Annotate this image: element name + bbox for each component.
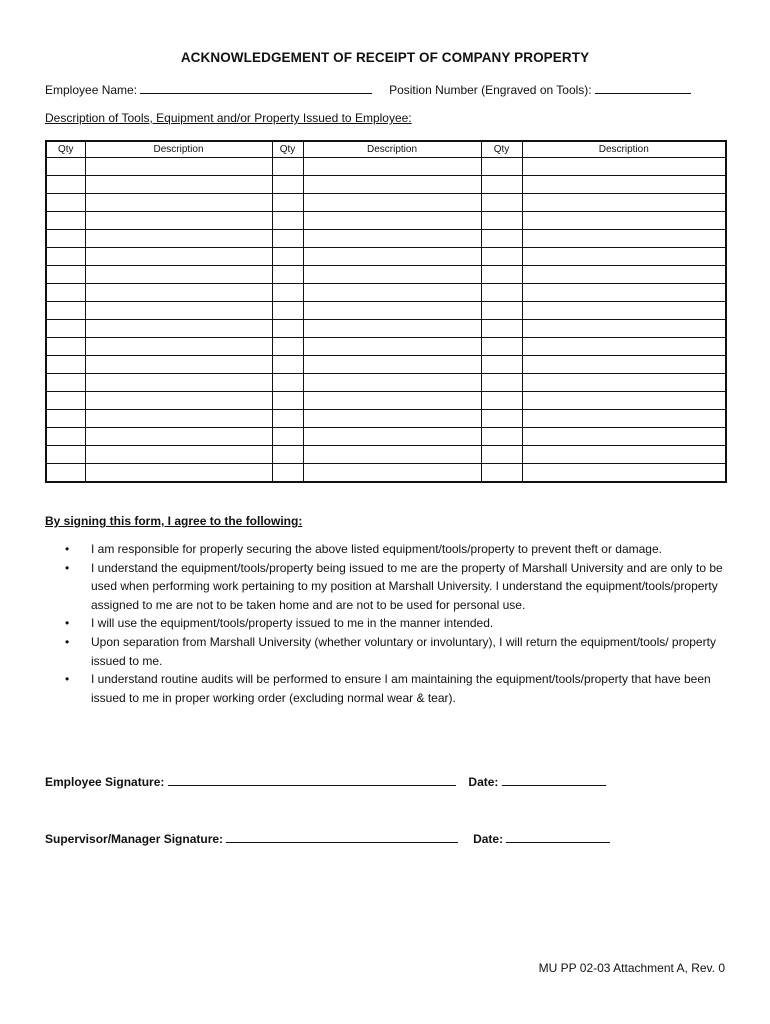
list-item [45, 614, 727, 633]
employee-signature-row [45, 774, 606, 789]
qty-cell[interactable] [481, 266, 522, 284]
description-cell[interactable] [303, 410, 481, 428]
supervisor-signature-row [45, 831, 610, 846]
description-cell[interactable] [303, 356, 481, 374]
position-number-field[interactable] [595, 82, 691, 94]
qty-cell[interactable] [46, 410, 85, 428]
column-header-description: Description [303, 141, 481, 158]
description-cell[interactable] [303, 266, 481, 284]
table-row [46, 320, 726, 338]
list-item [45, 633, 727, 670]
description-cell[interactable] [522, 464, 726, 483]
description-cell[interactable] [85, 158, 272, 176]
table-row [46, 464, 726, 483]
description-cell[interactable] [85, 320, 272, 338]
employee-date-field[interactable] [502, 774, 606, 786]
description-cell[interactable] [522, 320, 726, 338]
description-cell[interactable] [303, 374, 481, 392]
qty-cell[interactable] [46, 320, 85, 338]
employee-name-row [45, 82, 691, 97]
table-row [46, 392, 726, 410]
property-table [45, 140, 727, 483]
description-cell[interactable] [303, 464, 481, 483]
description-cell[interactable] [522, 194, 726, 212]
table-row [46, 302, 726, 320]
employee-name-label: Employee Name: [45, 83, 138, 97]
qty-cell[interactable] [272, 392, 303, 410]
qty-cell[interactable] [272, 302, 303, 320]
employee-name-field[interactable] [140, 82, 372, 94]
list-item [45, 559, 727, 615]
description-cell[interactable] [522, 230, 726, 248]
qty-cell[interactable] [46, 284, 85, 302]
description-cell[interactable] [522, 212, 726, 230]
description-cell[interactable] [522, 410, 726, 428]
qty-cell[interactable] [46, 212, 85, 230]
qty-cell[interactable] [481, 212, 522, 230]
description-cell[interactable] [303, 446, 481, 464]
table-row [46, 248, 726, 266]
description-cell[interactable] [522, 158, 726, 176]
description-cell[interactable] [85, 374, 272, 392]
qty-cell[interactable] [272, 230, 303, 248]
bullet-icon: • [65, 542, 70, 556]
qty-cell[interactable] [481, 320, 522, 338]
list-item [45, 670, 727, 707]
bullet-icon: • [65, 634, 70, 649]
qty-cell[interactable] [481, 428, 522, 446]
column-header-description: Description [522, 141, 726, 158]
column-header-qty: Qty [481, 141, 522, 158]
qty-cell[interactable] [272, 320, 303, 338]
bullet-icon: • [65, 616, 70, 631]
qty-cell[interactable] [481, 464, 522, 483]
table-row [46, 410, 726, 428]
term-text: I will use the equipment/tools/property issued to me in the manner intended. [91, 616, 494, 631]
qty-cell[interactable] [46, 464, 85, 483]
table-row [46, 212, 726, 230]
table-row [46, 176, 726, 194]
description-cell[interactable] [85, 284, 272, 302]
description-cell[interactable] [85, 248, 272, 266]
qty-cell[interactable] [481, 410, 522, 428]
qty-cell[interactable] [46, 374, 85, 392]
description-cell[interactable] [522, 176, 726, 194]
qty-cell[interactable] [272, 158, 303, 176]
description-cell[interactable] [303, 176, 481, 194]
bullet-icon: • [65, 560, 70, 575]
description-cell[interactable] [522, 284, 726, 302]
table-row [46, 446, 726, 464]
description-cell[interactable] [85, 230, 272, 248]
qty-cell[interactable] [272, 248, 303, 266]
description-cell[interactable] [85, 194, 272, 212]
employee-signature-label: Employee Signature: [45, 775, 165, 789]
qty-cell[interactable] [272, 428, 303, 446]
description-cell[interactable] [522, 302, 726, 320]
qty-cell[interactable] [46, 230, 85, 248]
qty-cell[interactable] [272, 374, 303, 392]
column-header-description: Description [85, 141, 272, 158]
qty-cell[interactable] [481, 302, 522, 320]
description-cell[interactable] [522, 248, 726, 266]
bullet-icon: • [65, 672, 70, 687]
description-cell[interactable] [85, 464, 272, 483]
description-cell[interactable] [303, 284, 481, 302]
qty-cell[interactable] [481, 176, 522, 194]
qty-cell[interactable] [481, 158, 522, 176]
table-row [46, 428, 726, 446]
qty-cell[interactable] [272, 194, 303, 212]
description-cell[interactable] [85, 392, 272, 410]
qty-cell[interactable] [481, 374, 522, 392]
description-cell[interactable] [303, 392, 481, 410]
description-cell[interactable] [303, 302, 481, 320]
description-cell[interactable] [303, 194, 481, 212]
qty-cell[interactable] [481, 392, 522, 410]
description-cell[interactable] [85, 428, 272, 446]
supervisor-date-label: Date: [473, 832, 504, 846]
table-header-row [46, 141, 726, 158]
qty-cell[interactable] [46, 266, 85, 284]
qty-cell[interactable] [481, 446, 522, 464]
description-cell[interactable] [522, 356, 726, 374]
qty-cell[interactable] [272, 446, 303, 464]
description-cell[interactable] [303, 338, 481, 356]
description-cell[interactable] [85, 356, 272, 374]
description-cell[interactable] [522, 338, 726, 356]
qty-cell[interactable] [272, 410, 303, 428]
description-cell[interactable] [522, 446, 726, 464]
table-row [46, 266, 726, 284]
description-cell[interactable] [303, 248, 481, 266]
qty-cell[interactable] [46, 176, 85, 194]
qty-cell[interactable] [46, 428, 85, 446]
employee-date-label: Date: [468, 775, 499, 789]
terms-list [45, 540, 727, 707]
term-text: Upon separation from Marshall University (whether voluntary or involuntary), I will return the equipment/tools/ property issued to me. [91, 634, 716, 668]
qty-cell[interactable] [46, 302, 85, 320]
column-header-qty: Qty [46, 141, 85, 158]
table-row [46, 158, 726, 176]
qty-cell[interactable] [481, 230, 522, 248]
document-footer: MU PP 02-03 Attachment A, Rev. 0 [538, 961, 725, 975]
term-text: I understand the equipment/tools/property being issued to me are the property of Marshall University and are only to be used when performing work pertaining to my position at Marshall University. I understand the equipment/tools/property assigned to me are not to be taken home and are not to be used for personal use. [91, 560, 723, 612]
qty-cell[interactable] [46, 338, 85, 356]
term-text: I am responsible for properly securing the above listed equipment/tools/property to prevent theft or damage. [91, 542, 662, 556]
description-cell[interactable] [85, 338, 272, 356]
table-row [46, 284, 726, 302]
description-cell[interactable] [85, 446, 272, 464]
qty-cell[interactable] [272, 356, 303, 374]
description-cell[interactable] [85, 410, 272, 428]
description-cell[interactable] [85, 176, 272, 194]
term-text: I understand routine audits will be performed to ensure I am maintaining the equipment/tools/property that have been issued to me in proper working order (excluding normal wear & tear). [91, 672, 711, 705]
table-row [46, 374, 726, 392]
table-row [46, 338, 726, 356]
list-item [45, 540, 727, 559]
description-cell[interactable] [522, 392, 726, 410]
position-number-label: Position Number (Engraved on Tools): [389, 83, 592, 97]
page-title: ACKNOWLEDGEMENT OF RECEIPT OF COMPANY PROPERTY [180, 50, 590, 65]
qty-cell[interactable] [46, 392, 85, 410]
description-cell[interactable] [85, 212, 272, 230]
description-cell[interactable] [303, 158, 481, 176]
description-cell[interactable] [303, 428, 481, 446]
qty-cell[interactable] [481, 284, 522, 302]
table-row [46, 356, 726, 374]
qty-cell[interactable] [481, 338, 522, 356]
description-cell[interactable] [85, 266, 272, 284]
supervisor-signature-label: Supervisor/Manager Signature: [45, 832, 224, 846]
qty-cell[interactable] [272, 284, 303, 302]
supervisor-signature-field[interactable] [226, 831, 458, 843]
qty-cell[interactable] [46, 158, 85, 176]
table-row [46, 194, 726, 212]
table-caption: Description of Tools, Equipment and/or Property Issued to Employee: [45, 111, 412, 125]
qty-cell[interactable] [272, 266, 303, 284]
qty-cell[interactable] [46, 356, 85, 374]
qty-cell[interactable] [46, 446, 85, 464]
description-cell[interactable] [85, 302, 272, 320]
employee-signature-field[interactable] [168, 774, 456, 786]
qty-cell[interactable] [272, 212, 303, 230]
description-cell[interactable] [303, 212, 481, 230]
description-cell[interactable] [303, 230, 481, 248]
column-header-qty: Qty [272, 141, 303, 158]
table-row [46, 230, 726, 248]
table-body [46, 158, 726, 483]
qty-cell[interactable] [272, 338, 303, 356]
qty-cell[interactable] [481, 248, 522, 266]
supervisor-date-field[interactable] [506, 831, 610, 843]
qty-cell[interactable] [272, 176, 303, 194]
qty-cell[interactable] [46, 248, 85, 266]
agreement-heading: By signing this form, I agree to the following: [45, 514, 303, 528]
qty-cell[interactable] [481, 194, 522, 212]
description-cell[interactable] [522, 428, 726, 446]
description-cell[interactable] [522, 266, 726, 284]
description-cell[interactable] [303, 320, 481, 338]
qty-cell[interactable] [481, 356, 522, 374]
qty-cell[interactable] [46, 194, 85, 212]
description-cell[interactable] [522, 374, 726, 392]
qty-cell[interactable] [272, 464, 303, 483]
